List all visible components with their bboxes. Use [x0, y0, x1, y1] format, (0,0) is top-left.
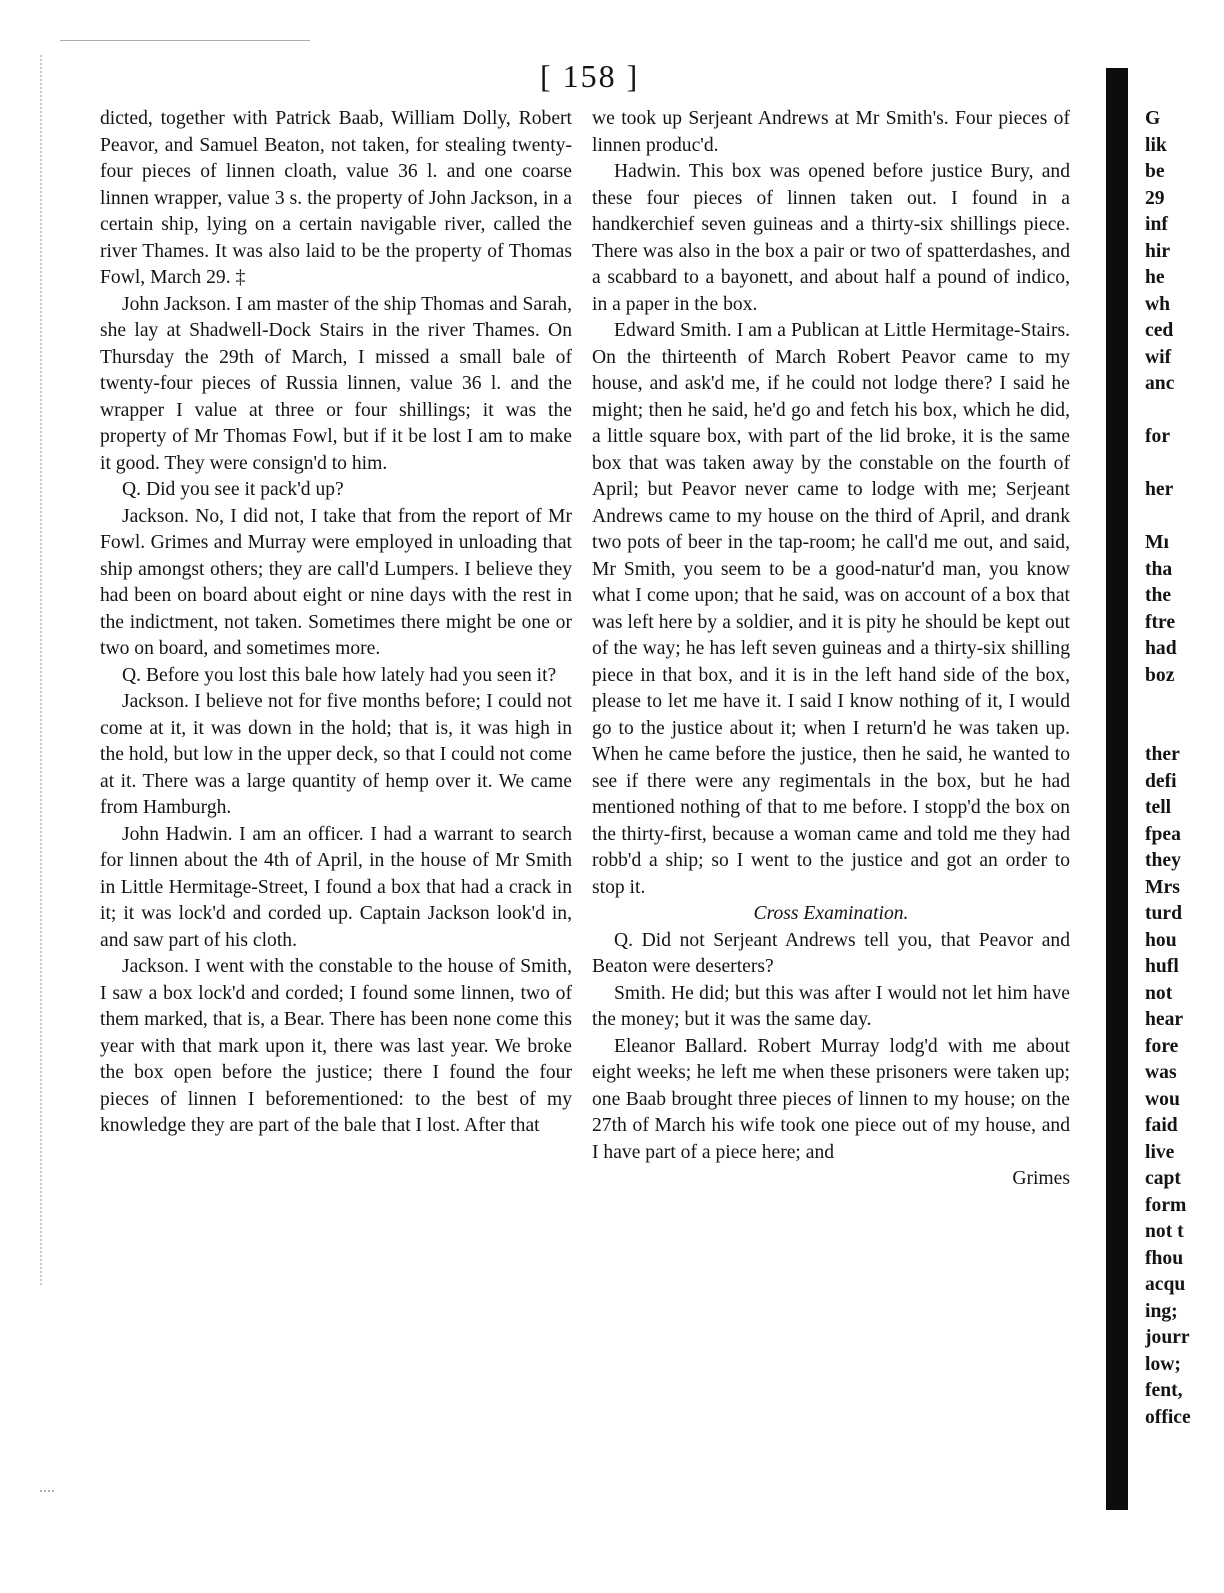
next-page-line: not t	[1145, 1221, 1184, 1242]
next-page-line: was	[1145, 1062, 1177, 1083]
next-page-line: fpea	[1145, 823, 1181, 845]
next-page-line: acqu	[1145, 1274, 1186, 1295]
left-column	[100, 106, 572, 1140]
next-page-line: ced	[1145, 320, 1174, 341]
next-page-line	[1145, 451, 1224, 478]
paragraph: Eleanor Ballard. Robert Murray lodg'd with me about eight weeks; he left me when these prisoners were taken up; one Baab brought three pieces of linnen to my house; on the 27th of March his wife took one piece out of my house, and I have part of a piece here; and	[592, 1035, 1070, 1163]
next-page-line: G	[1145, 108, 1161, 129]
next-page-fragments	[1145, 106, 1224, 1431]
paragraph: we took up Serjeant Andrews at Mr Smith's. Four pieces of linnen produc'd.	[592, 108, 1070, 156]
paragraph: Jackson. I went with the constable to the house of Smith, I saw a box lock'd and corded; I found some linnen, two of them marked, that is, a Bear. There has been none come this year with that mark upon it, there was last year. We broke the box open before the justice; there I found the four pieces of linnen I beforementioned: to the best of my knowledge they are part of the bale that I lost. After that	[100, 956, 572, 1136]
paragraph: John Hadwin. I am an officer. I had a warrant to search for linnen about the 4th of April, in the house of Mr Smith in Little Hermitage-Street, I found a box that had a crack in it; it was lock'd and corded up. Captain Jackson look'd in, and saw part of his cloth.	[100, 823, 572, 951]
next-page-line: tell	[1145, 797, 1172, 818]
paragraph: Smith. He did; but this was after I would not let him have the money; but it was the same day.	[592, 982, 1070, 1030]
next-page-line: Mrs	[1145, 876, 1180, 898]
scan-specks	[40, 1490, 54, 1498]
next-page-line: low;	[1145, 1353, 1181, 1375]
next-page-line: hou	[1145, 929, 1177, 951]
scan-edge-marks	[40, 55, 44, 1285]
next-page-line	[1145, 689, 1224, 716]
next-page-line: jourr	[1145, 1327, 1190, 1348]
next-page-line: her	[1145, 479, 1174, 500]
paragraph: John Jackson. I am master of the ship Thomas and Sarah, she lay at Shadwell-Dock Stairs in the river Thames. On Thursday the 29th of March, I missed a small bale of twenty-four pieces of Russia linnen, value 36 l. and the wrapper I value at three or four shillings; it was the property of Mr Thomas Fowl, but if it be lost I am to make it good. They were consign'd to him.	[100, 293, 572, 474]
next-page-line: faid	[1145, 1115, 1178, 1136]
next-page-line: boz	[1145, 664, 1175, 686]
next-page-line: hear	[1145, 1009, 1184, 1030]
next-page-line: capt	[1145, 1168, 1181, 1189]
paragraph: Jackson. No, I did not, I take that from the report of Mr Fowl. Grimes and Murray were employed in unloading that ship amongst others; they are call'd Lumpers. I believe they had been on board about eight or nine days with the rest in the indictment, not taken. Sometimes there might be one or two on board, and sometimes more.	[100, 505, 572, 659]
next-page-line: ing;	[1145, 1300, 1178, 1322]
next-page-line: not	[1145, 982, 1173, 1004]
next-page-line: ther	[1145, 744, 1180, 765]
next-page-line: ftre	[1145, 611, 1176, 633]
page-number: [ 158 ]	[540, 58, 640, 94]
next-page-line: office	[1145, 1406, 1191, 1428]
paragraph: Q. Did not Serjeant Andrews tell you, that Peavor and Beaton were deserters?	[592, 929, 1070, 977]
next-page-line: for	[1145, 426, 1171, 447]
next-page-line: had	[1145, 638, 1177, 659]
next-page-line: fent,	[1145, 1380, 1183, 1401]
next-page-line	[1145, 504, 1224, 531]
next-page-line: fhou	[1145, 1247, 1184, 1269]
next-page-line: be	[1145, 161, 1165, 182]
next-page-line: 29	[1145, 187, 1165, 209]
next-page-line	[1145, 398, 1224, 425]
paragraph: Q. Before you lost this bale how lately had you seen it?	[122, 664, 557, 686]
paragraph: Edward Smith. I am a Publican at Little Hermitage-Stairs. On the thirteenth of March Robert Peavor came to my house, and ask'd me, if he could not lodge there? I said he might; then he said, he'd go and fetch his box, which he did, a little square box, with part of the lid broke, it is the same box that was taken away by the constable on the fourth of April; but Peavor never came to lodge with me; Serjeant Andrews came to my house on the third of April, and drank two pots of beer in the tap-room; he call'd me out, and said, Mr Smith, you seem to be a good-natur'd man, you know what I come upon; that he said, was on account of a box that was left here by a soldier, and it is pity he should be kept out of the way; he has left seven guineas and a thirty-six shilling piece in that box, and it is in the left hand side of the box, please to let me have it. I said I know nothing of it, I would go to the justice about it; when I return'd he was taken up. When he came before the justice, then he said, he wanted to see if there were any regimentals in the box, but he had mentioned nothing of that to me before. I stopp'd the box on the thirty-first, because a woman came and told me they had robb'd a ship; so I went to the justice and got an order to stop it.	[592, 320, 1070, 898]
next-page-line: wou	[1145, 1088, 1180, 1110]
next-page-line: he	[1145, 267, 1165, 288]
paragraph: Jackson. I believe not for five months before; I could not come at it, it was down in the hold; that is, it was high in the hold, but low in the upper deck, so that I could not come at it. There was a large quantity of hemp over it. We came from Hamburgh.	[100, 691, 572, 818]
middle-column	[592, 106, 1070, 1193]
next-page-line: turd	[1145, 903, 1183, 924]
binding-gutter	[1106, 68, 1128, 1510]
next-page-line: defi	[1145, 770, 1177, 792]
next-page-line	[1145, 716, 1224, 743]
catchword: Grimes	[1012, 1168, 1070, 1189]
top-rule	[60, 40, 310, 41]
next-page-line: live	[1145, 1141, 1175, 1163]
next-page-line: Mı	[1145, 532, 1169, 553]
next-page-line: inf	[1145, 214, 1168, 235]
paragraph: Q. Did you see it pack'd up?	[122, 479, 344, 500]
next-page-line: the	[1145, 585, 1172, 606]
next-page-line: fore	[1145, 1035, 1179, 1057]
next-page-line: hufl	[1145, 956, 1179, 977]
next-page-line: hir	[1145, 240, 1171, 262]
next-page-line: anc	[1145, 373, 1175, 394]
next-page-line: wh	[1145, 293, 1171, 315]
paragraph: Hadwin. This box was opened before justice Bury, and these four pieces of linnen taken out. I found in a handkerchief seven guineas and a thirty-six shillings piece. There was also in the box a pair or two of spatterdashes, and a scabbard to a bayonett, and about half a pound of indico, in a paper in the box.	[592, 161, 1070, 315]
next-page-line: lik	[1145, 134, 1167, 156]
paragraph: dicted, together with Patrick Baab, William Dolly, Robert Peavor, and Samuel Beaton, not taken, for stealing twenty-four pieces of linnen cloath, value 36 l. and one coarse linnen wrapper, value 3 s. the property of John Jackson, in a certain ship, lying on a certain navigable river, called the river Thames. It was also laid to be the property of Thomas Fowl, March 29. ‡	[100, 108, 572, 288]
next-page-line: form	[1145, 1194, 1187, 1216]
next-page-line: they	[1145, 850, 1181, 871]
section-heading: Cross Examination.	[753, 903, 909, 924]
next-page-line: wif	[1145, 346, 1172, 368]
next-page-line: tha	[1145, 558, 1173, 580]
